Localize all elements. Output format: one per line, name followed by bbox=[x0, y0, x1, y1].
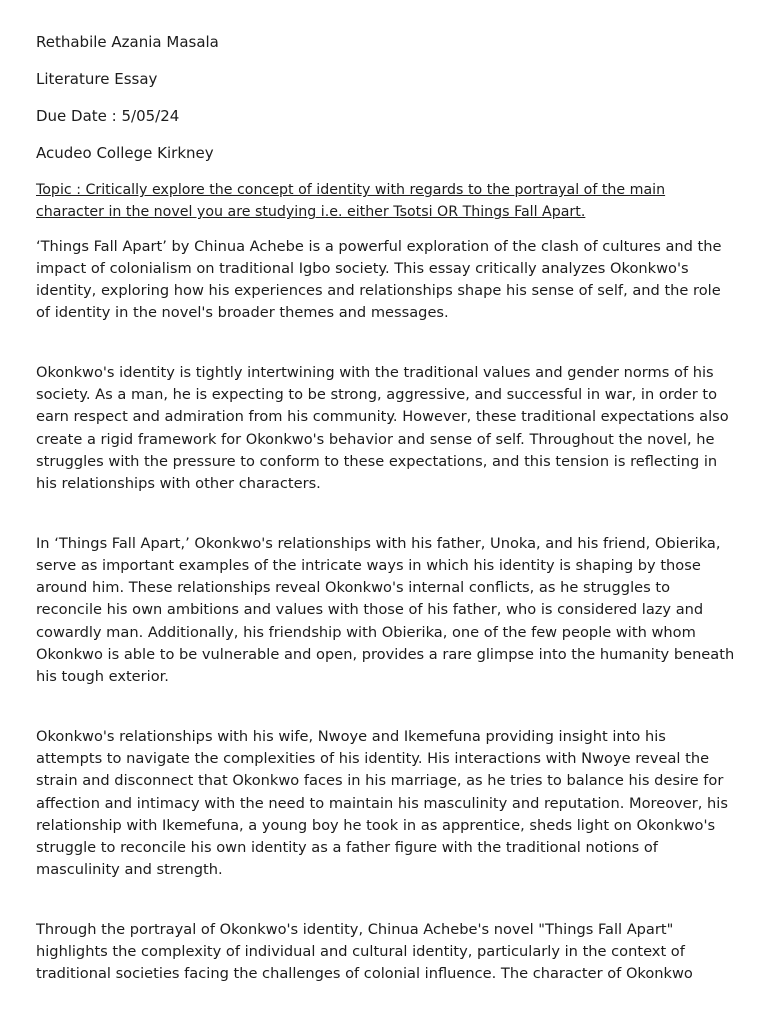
school-name: Acudeo College Kirkney bbox=[36, 144, 214, 162]
essay-topic: Topic : Critically explore the concept of identity with regards to the portrayal of the main character in the novel you are studying i.e. either Tsotsi OR Things Fall Apart. bbox=[36, 182, 666, 221]
paragraph-family-relationships: Okonkwo's relationships with his wife, Nwoye and Ikemefuna providing insight into his attempts to navigate the complexities of his identity. His interactions with Nwoye reveal the strain and disconnect that Okonkwo faces in his marriage, as he tries to balance his desire for affection and intimacy with the need to maintain his masculinity and reputation. Moreover, his relationship with Ikemefuna, a young boy he took in as apprentice, sheds light on Okonkwo's struggle to reconcile his own identity as a father figure with the traditional notions of masculinity and strength. bbox=[36, 727, 728, 879]
paragraph-traditional-values: Okonkwo's identity is tightly intertwining with the traditional values and gender norms of his society. As a man, he is expecting to be strong, aggressive, and successful in war, in order to earn respect and admiration from his community. However, these traditional expectations also create a rigid framework for Okonkwo's behavior and sense of self. Throughout the novel, he struggles with the pressure to conform to these expectations, and this tension is reflecting in his relationships with other characters. bbox=[36, 363, 729, 493]
author-name: Rethabile Azania Masala bbox=[36, 33, 219, 51]
essay-page bbox=[36, 31, 736, 986]
paragraph-father-and-friend: In ‘Things Fall Apart,’ Okonkwo's relationships with his father, Unoka, and his friend, Obierika, serve as important examples of the intricate ways in which his identity is shaping by those around him. These relationships reveal Okonkwo's internal conflicts, as he struggles to reconcile his own ambitions and values with those of his father, who is considered lazy and cowardly man. Additionally, his friendship with Obierika, one of the few people with whom Okonkwo is able to be vulnerable and open, provides a rare glimpse into the humanity beneath his tough exterior. bbox=[36, 534, 735, 686]
paragraph-conclusion: Through the portrayal of Okonkwo's identity, Chinua Achebe's novel "Things Fall Apart" highlights the complexity of individual and cultural identity, particularly in the context of traditional societies facing the challenges of colonial influence. The character of Okonkwo bbox=[36, 920, 693, 983]
due-date: Due Date : 5/05/24 bbox=[36, 107, 180, 125]
paragraph-introduction: ‘Things Fall Apart’ by Chinua Achebe is a powerful exploration of the clash of cultures and the impact of colonialism on traditional Igbo society. This essay critically analyzes Okonkwo's identity, exploring how his experiences and relationships shape his sense of self, and the role of identity in the novel's broader themes and messages. bbox=[36, 237, 722, 322]
essay-subject: Literature Essay bbox=[36, 70, 158, 88]
